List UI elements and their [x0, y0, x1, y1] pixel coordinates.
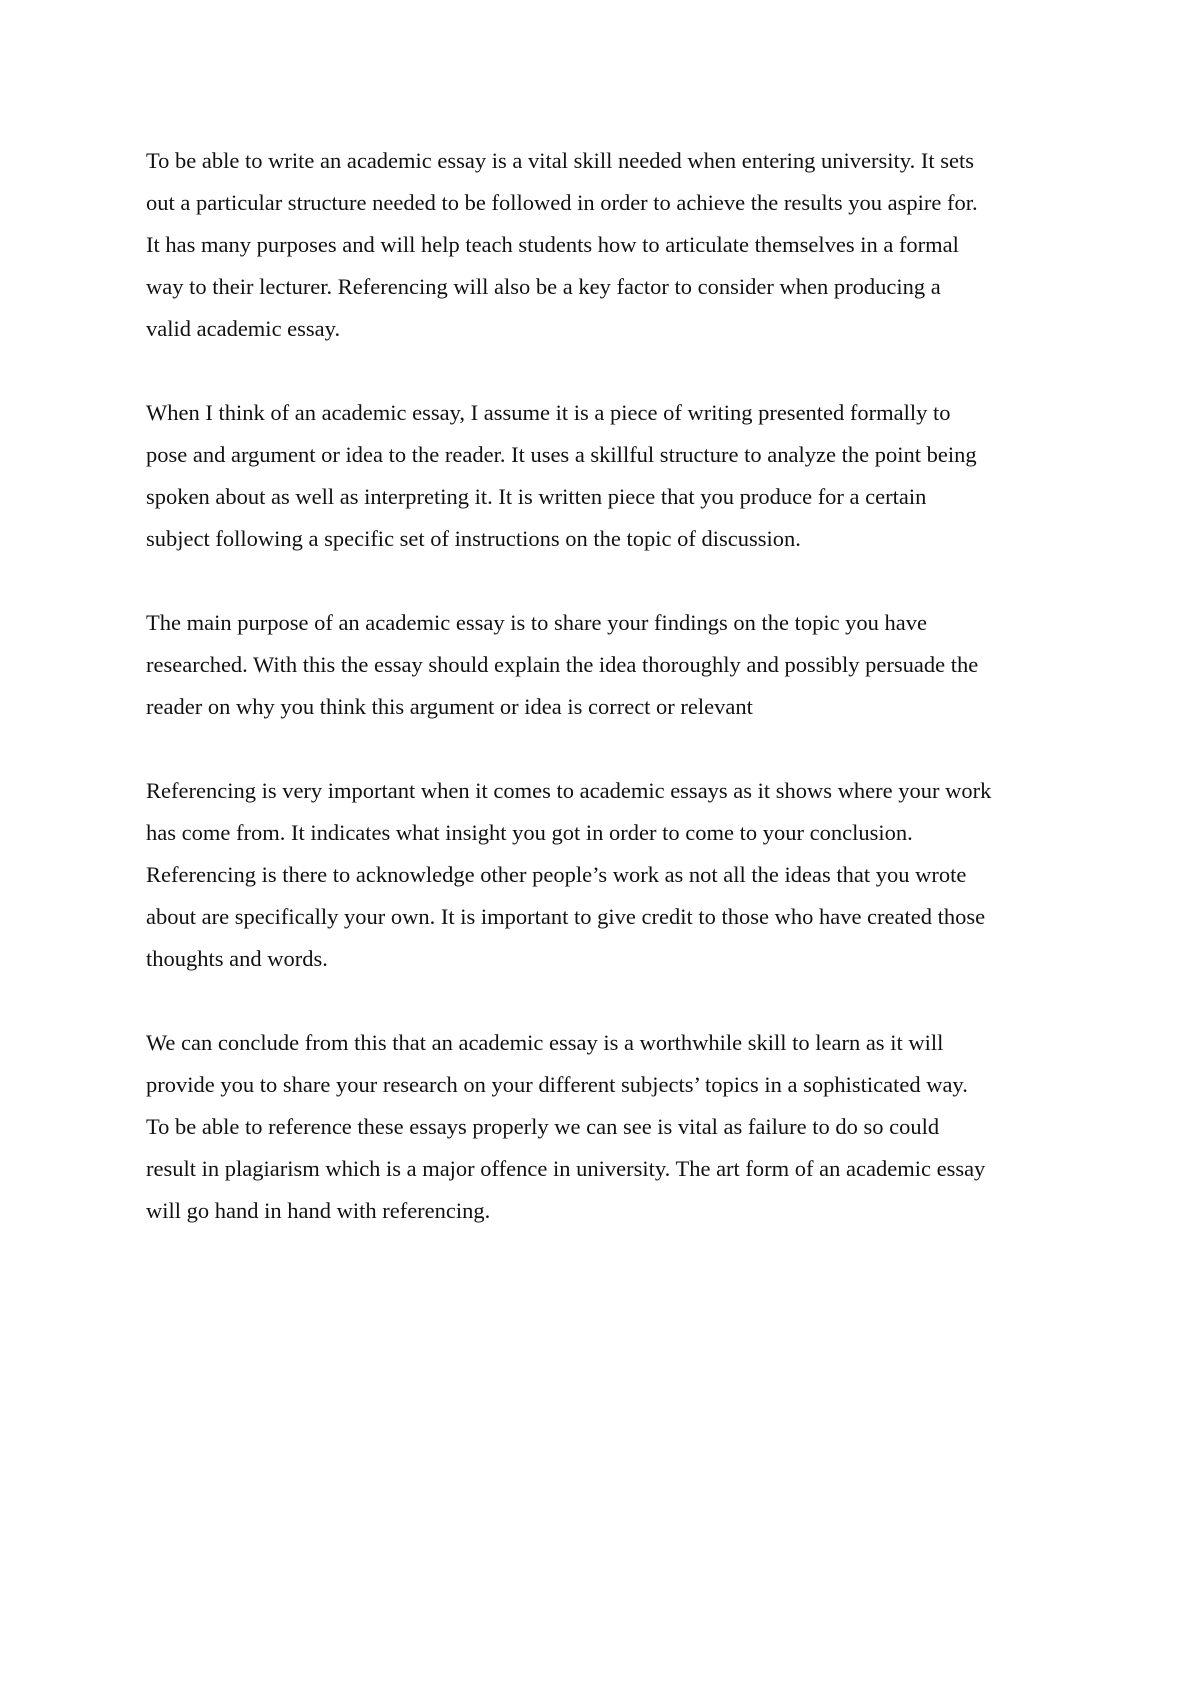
text-line: When I think of an academic essay, I assume it is a piece of writing presented formally to — [146, 400, 951, 425]
text-line: Referencing is there to acknowledge other people’s work as not all the ideas that you wrote — [146, 862, 967, 887]
text-line: way to their lecturer. Referencing will also be a key factor to consider when producing a — [146, 274, 941, 299]
text-line: subject following a specific set of instructions on the topic of discussion. — [146, 526, 801, 551]
paragraph-purpose — [146, 602, 1086, 728]
text-line: It has many purposes and will help teach students how to articulate themselves in a formal — [146, 232, 959, 257]
paragraph-conclusion — [146, 1022, 1086, 1232]
text-line: Referencing is very important when it comes to academic essays as it shows where your work — [146, 778, 992, 803]
text-line: has come from. It indicates what insight you got in order to come to your conclusion. — [146, 820, 913, 845]
text-line: spoken about as well as interpreting it. It is written piece that you produce for a certain — [146, 484, 927, 509]
paragraph-definition — [146, 392, 1086, 560]
text-line: The main purpose of an academic essay is to share your findings on the topic you have — [146, 610, 928, 635]
text-line: pose and argument or idea to the reader. It uses a skillful structure to analyze the point being — [146, 442, 977, 467]
text-line: thoughts and words. — [146, 946, 328, 971]
text-line: result in plagiarism which is a major offence in university. The art form of an academic essay — [146, 1156, 986, 1181]
text-line: out a particular structure needed to be followed in order to achieve the results you aspire for. — [146, 190, 978, 215]
essay-body — [146, 140, 1086, 1274]
paragraph-referencing — [146, 770, 1086, 980]
text-line: about are specifically your own. It is important to give credit to those who have created those — [146, 904, 986, 929]
text-line: valid academic essay. — [146, 316, 341, 341]
text-line: provide you to share your research on your different subjects’ topics in a sophisticated way. — [146, 1072, 968, 1097]
text-line: To be able to write an academic essay is a vital skill needed when entering university. It sets — [146, 148, 974, 173]
text-line: reader on why you think this argument or idea is correct or relevant — [146, 694, 753, 719]
text-line: To be able to reference these essays properly we can see is vital as failure to do so could — [146, 1114, 940, 1139]
text-line: researched. With this the essay should explain the idea thoroughly and possibly persuade the — [146, 652, 979, 677]
paragraph-intro — [146, 140, 1086, 350]
text-line: will go hand in hand with referencing. — [146, 1198, 491, 1223]
text-line: We can conclude from this that an academic essay is a worthwhile skill to learn as it will — [146, 1030, 944, 1055]
